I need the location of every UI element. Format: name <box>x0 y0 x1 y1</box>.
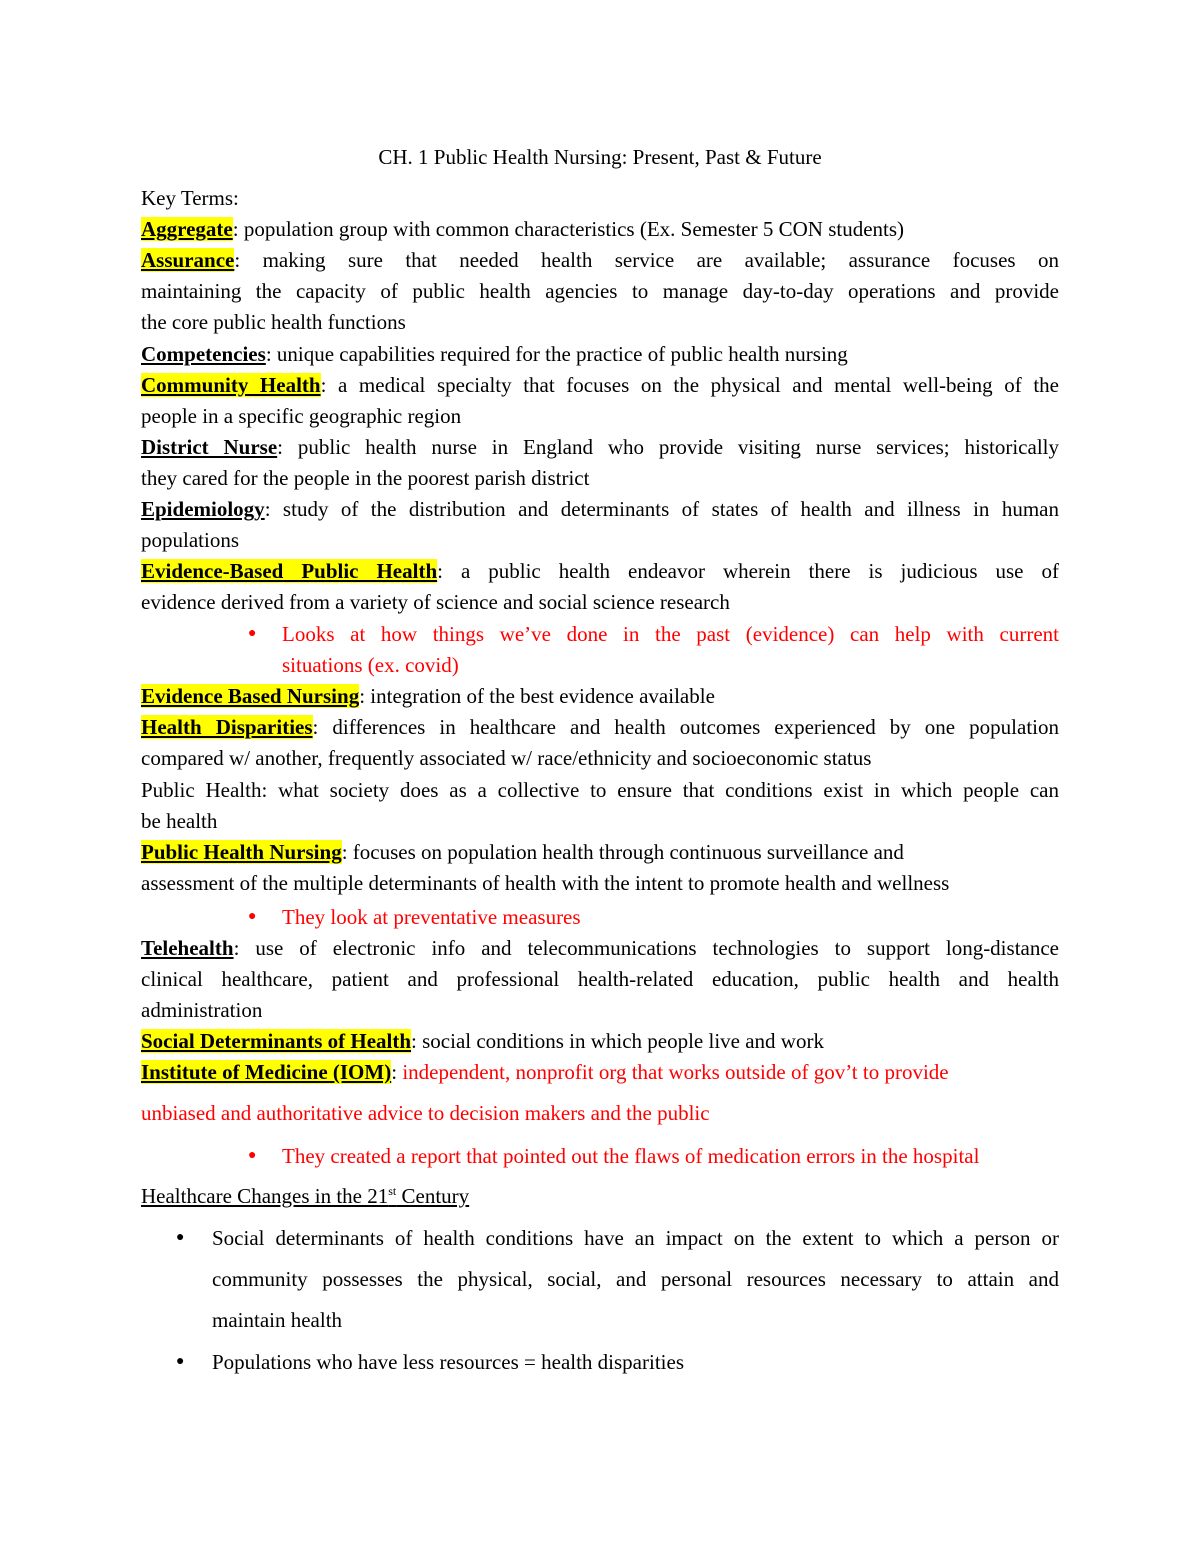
iom-note: They created a report that pointed out the flaws of medication errors in the hospital <box>282 1144 980 1168</box>
term-district-nurse-def-2: they cared for the people in the poorest parish district <box>141 466 590 490</box>
section-heading-text <box>141 1184 469 1208</box>
term-aggregate-def: : population group with common characteristics (Ex. Semester 5 CON students) <box>232 217 905 241</box>
bullet-icon: ● <box>176 1230 185 1245</box>
term-district-nurse-line <box>141 432 1059 463</box>
term-health-disparities-def-1: : differences in healthcare and health outcomes experienced by one population <box>312 715 1059 739</box>
key-terms-label: Key Terms: <box>141 186 239 210</box>
term-community-health: Community Health <box>141 373 321 397</box>
term-sdoh: Social Determinants of Health <box>141 1029 412 1053</box>
term-district-nurse: District Nurse <box>141 435 278 459</box>
term-community-health-line <box>141 370 1059 401</box>
term-aggregate: Aggregate <box>141 217 233 241</box>
bullet-icon: ● <box>176 1354 185 1369</box>
term-sdoh-line <box>141 1026 1059 1057</box>
term-public-health-line-2: be health <box>141 809 218 833</box>
ebph-note-1: Looks at how things we’ve done in the past (evidence) can help with current <box>282 622 1059 646</box>
term-telehealth-line <box>141 933 1059 964</box>
bullet-icon: ● <box>248 909 257 924</box>
term-competencies-def: : unique capabilities required for the practice of public health nursing <box>265 342 848 366</box>
section-bullet-1-line-1: Social determinants of health conditions have an impact on the extent to which a person or <box>212 1226 1059 1250</box>
section-heading-post: Century <box>396 1184 470 1208</box>
section-bullet-2: Populations who have less resources = health disparities <box>212 1350 684 1374</box>
section-heading-sup: st <box>388 1184 397 1198</box>
term-sdoh-def: : social conditions in which people live and work <box>411 1029 824 1053</box>
term-telehealth-def-2: clinical healthcare, patient and professional health-related education, public health and health <box>141 967 1059 991</box>
term-telehealth-def-1: : use of electronic info and telecommunications technologies to support long-distance <box>233 936 1059 960</box>
term-iom: Institute of Medicine (IOM) <box>141 1060 392 1084</box>
term-ebph-line <box>141 556 1059 587</box>
term-phn-line <box>141 837 1059 868</box>
section-heading <box>141 1181 1059 1212</box>
term-competencies-line <box>141 339 1059 370</box>
term-district-nurse-def-1: : public health nurse in England who provide visiting nurse services; historically <box>277 435 1059 459</box>
term-phn-def-1: : focuses on population health through continuous surveillance and <box>341 840 904 864</box>
term-community-health-def-2: people in a specific geographic region <box>141 404 462 428</box>
term-assurance-def-2: maintaining the capacity of public health agencies to manage day-to-day operations and provide <box>141 279 1059 303</box>
term-community-health-def-1: : a medical specialty that focuses on the physical and mental well-being of the <box>320 373 1059 397</box>
term-aggregate-line <box>141 214 1059 245</box>
term-iom-def-1: independent, nonprofit org that works outside of gov’t to provide <box>397 1060 949 1084</box>
bullet-icon: ● <box>248 1148 257 1163</box>
term-assurance-def-3: the core public health functions <box>141 310 406 334</box>
phn-note: They look at preventative measures <box>282 905 581 929</box>
term-phn-def-2: assessment of the multiple determinants of health with the intent to promote health and wellness <box>141 871 950 895</box>
term-iom-line <box>141 1057 1059 1088</box>
term-iom-colon: : <box>391 1060 398 1084</box>
term-ebn: Evidence Based Nursing <box>141 684 360 708</box>
term-epidemiology-def-2: populations <box>141 528 239 552</box>
term-ebph-def-2: evidence derived from a variety of science and social science research <box>141 590 730 614</box>
term-epidemiology: Epidemiology <box>141 497 265 521</box>
term-iom-def-2: unbiased and authoritative advice to decision makers and the public <box>141 1101 710 1125</box>
term-ebph-def-1: : a public health endeavor wherein there is judicious use of <box>437 559 1059 583</box>
document-title: CH. 1 Public Health Nursing: Present, Past & Future <box>378 145 822 169</box>
term-epidemiology-def-1: : study of the distribution and determinants of states of health and illness in human <box>264 497 1059 521</box>
term-telehealth-def-3: administration <box>141 998 263 1022</box>
term-ebn-line <box>141 681 1059 712</box>
ebph-note-2: situations (ex. covid) <box>282 653 459 677</box>
section-bullet-1-line-3: maintain health <box>212 1308 343 1332</box>
term-assurance-def-1: : making sure that needed health service are available; assurance focuses on <box>234 248 1059 272</box>
term-assurance-line <box>141 245 1059 276</box>
term-telehealth: Telehealth <box>141 936 234 960</box>
term-epidemiology-line <box>141 494 1059 525</box>
section-bullet-1-line-2: community possesses the physical, social, and personal resources necessary to attain and <box>212 1267 1059 1291</box>
term-competencies: Competencies <box>141 342 266 366</box>
term-ebph: Evidence-Based Public Health <box>141 559 438 583</box>
bullet-icon: ● <box>248 626 257 641</box>
term-health-disparities-line <box>141 712 1059 743</box>
term-health-disparities: Health Disparities <box>141 715 313 739</box>
term-ebn-def: : integration of the best evidence available <box>359 684 715 708</box>
term-phn: Public Health Nursing <box>141 840 342 864</box>
term-assurance: Assurance <box>141 248 235 272</box>
term-public-health-line-1: Public Health: what society does as a collective to ensure that conditions exist in which people can <box>141 778 1059 802</box>
section-heading-pre: Healthcare Changes in the 21 <box>141 1184 389 1208</box>
term-health-disparities-def-2: compared w/ another, frequently associated w/ race/ethnicity and socioeconomic status <box>141 746 872 770</box>
